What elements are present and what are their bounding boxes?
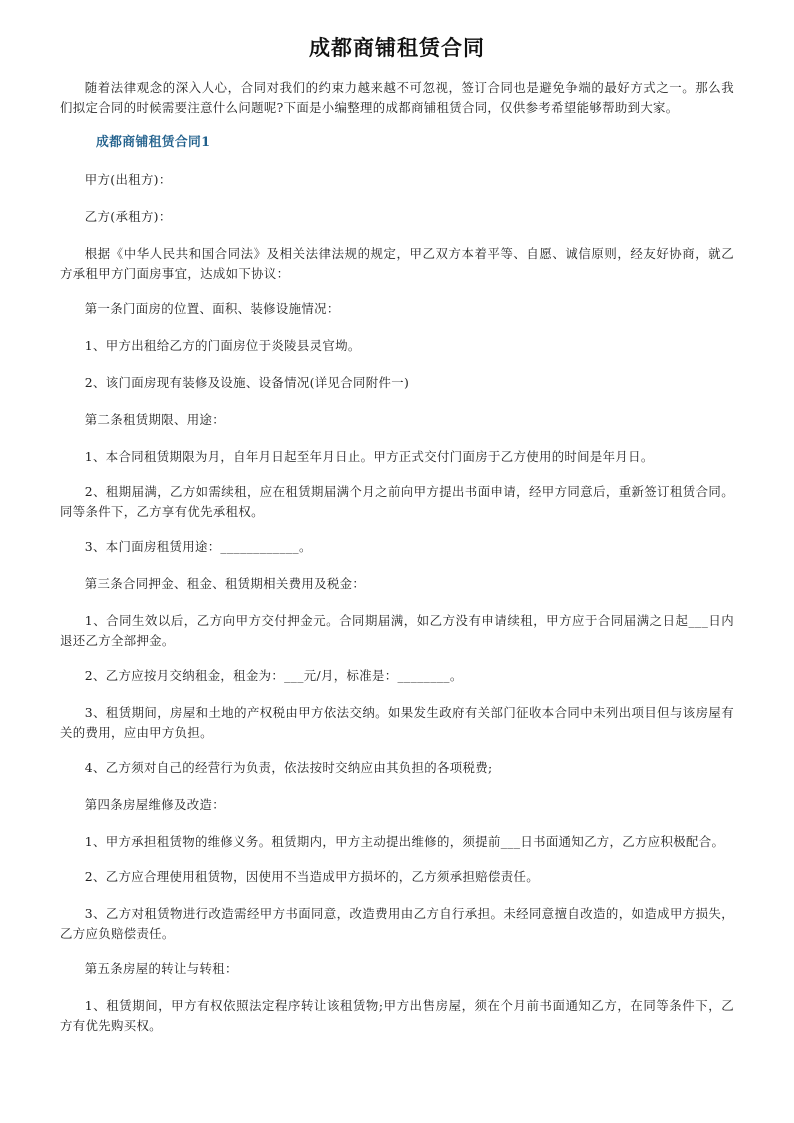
article-5-heading: 第五条房屋的转让与转租： bbox=[84, 961, 238, 976]
article-4-clause-2: 2、乙方应合理使用租赁物，因使用不当造成甲方损坏的，乙方须承担赔偿责任。 bbox=[84, 869, 539, 884]
article-3-heading: 第三条合同押金、租金、租赁期相关费用及税金： bbox=[84, 576, 366, 591]
article-5-clause-1: 1、租赁期间，甲方有权依照法定程序转让该租赁物;甲方出售房屋，须在个月前书面通知乙方，在同等条件下，乙方有优先购买权。 bbox=[60, 998, 734, 1033]
article-3-clause-1: 1、合同生效以后，乙方向甲方交付押金元。合同期届满，如乙方没有申请续租，甲方应于合同届满之日起___日内退还乙方全部押金。 bbox=[60, 613, 734, 648]
article-3-clause-3: 3、租赁期间，房屋和土地的产权税由甲方依法交纳。如果发生政府有关部门征收本合同中未列出项目但与该房屋有关的费用，应由甲方负担。 bbox=[60, 705, 734, 740]
party-b-line: 乙方(承租方)： bbox=[84, 209, 172, 224]
article-4-clause-1: 1、甲方承担租赁物的维修义务。租赁期内，甲方主动提出维修的，须提前___日书面通知乙方，乙方应积极配合。 bbox=[84, 834, 725, 849]
article-2-heading: 第二条租赁期限、用途： bbox=[84, 412, 225, 427]
article-4-heading: 第四条房屋维修及改造： bbox=[84, 797, 225, 812]
article-4-clause-3: 3、乙方对租赁物进行改造需经甲方书面同意，改造费用由乙方自行承担。未经同意擅自改造的，如造成甲方损失，乙方应负赔偿责任。 bbox=[60, 906, 734, 941]
document-title: 成都商铺租赁合同 bbox=[309, 36, 485, 60]
section-heading: 成都商铺租赁合同1 bbox=[96, 135, 211, 150]
contract-preamble: 根据《中华人民共和国合同法》及相关法律法规的规定，甲乙双方本着平等、自愿、诚信原则，经友好协商，就乙方承租甲方门面房事宜，达成如下协议： bbox=[60, 246, 734, 281]
article-2-clause-2: 2、租期届满，乙方如需续租，应在租赁期届满个月之前向甲方提出书面申请，经甲方同意后，重新签订租赁合同。同等条件下，乙方享有优先承租权。 bbox=[60, 484, 734, 519]
intro-paragraph: 随着法律观念的深入人心，合同对我们的约束力越来越不可忽视，签订合同也是避免争端的最好方式之一。那么我们拟定合同的时候需要注意什么问题呢?下面是小编整理的成都商铺租赁合同，仅供参考希望能够帮助到大家。 bbox=[60, 80, 734, 115]
document-body bbox=[60, 78, 734, 1051]
article-3-clause-4: 4、乙方须对自己的经营行为负责，依法按时交纳应由其负担的各项税费; bbox=[84, 760, 493, 775]
article-1-clause-1: 1、甲方出租给乙方的门面房位于炎陵县灵官坳。 bbox=[84, 338, 361, 353]
article-2-clause-1: 1、本合同租赁期限为月，自年月日起至年月日止。甲方正式交付门面房于乙方使用的时间是年月日。 bbox=[84, 449, 654, 464]
party-a-line: 甲方(出租方)： bbox=[84, 172, 172, 187]
article-2-clause-3: 3、本门面房租赁用途：____________。 bbox=[84, 539, 312, 554]
article-1-clause-2: 2、该门面房现有装修及设施、设备情况(详见合同附件一) bbox=[84, 375, 410, 390]
article-3-clause-2: 2、乙方应按月交纳租金，租金为：___元/月，标准是：________。 bbox=[84, 668, 463, 683]
article-1-heading: 第一条门面房的位置、面积、装修设施情况： bbox=[84, 301, 340, 316]
